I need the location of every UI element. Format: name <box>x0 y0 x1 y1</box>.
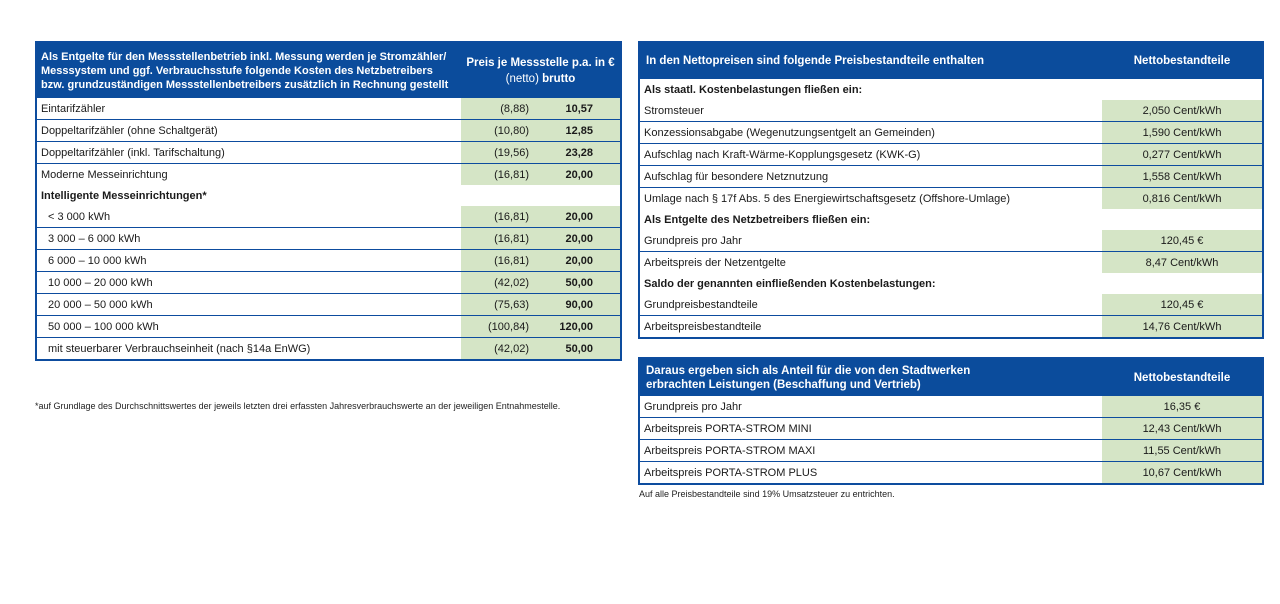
table-row <box>639 462 1263 485</box>
gross-price: 50,00 <box>535 272 621 294</box>
net-price: (10,80) <box>461 120 535 142</box>
gross-price: 10,57 <box>535 98 621 120</box>
table-row <box>36 120 621 142</box>
net-price: (16,81) <box>461 250 535 272</box>
table-row <box>639 188 1263 210</box>
section-label: Als staatl. Kostenbelastungen fließen ein: <box>644 83 863 96</box>
net-price: (8,88) <box>461 98 535 120</box>
header-line: erbrachten Leistungen (Beschaffung und Vertrieb) <box>646 378 921 391</box>
table-row <box>639 144 1263 166</box>
meter-type-label: 20 000 – 50 000 kWh <box>36 294 461 316</box>
table-row <box>36 316 621 338</box>
table-row <box>639 440 1263 462</box>
meter-type-label: 6 000 – 10 000 kWh <box>36 250 461 272</box>
gross-price: 120,00 <box>535 316 621 338</box>
component-value: 1,590 Cent/kWh <box>1102 122 1263 144</box>
network-operator-section <box>639 209 1263 230</box>
smart-meter-footnote: *auf Grundlage des Durchschnittswertes der jeweils letzten drei erfassten Jahresverbrauchswerte an der jeweiligen Entnahmestelle. <box>35 401 561 411</box>
vat-footnote: Auf alle Preisbestandteile sind 19% Umsatzsteuer zu entrichten. <box>639 489 895 499</box>
net-price: (42,02) <box>461 272 535 294</box>
net-price: (75,63) <box>461 294 535 316</box>
net-price: (42,02) <box>461 338 535 361</box>
header-line: Messsystem und ggf. Verbrauchsstufe folgende Kosten des Netzbetreibers <box>41 64 433 77</box>
component-label: Stromsteuer <box>639 100 1102 122</box>
component-label: Arbeitspreis PORTA-STROM MINI <box>639 418 1102 440</box>
table-row <box>36 250 621 272</box>
net-price: (19,56) <box>461 142 535 164</box>
gross-price: 20,00 <box>535 164 621 186</box>
table-row <box>36 142 621 164</box>
section-label: Intelligente Messeinrichtungen* <box>41 189 207 202</box>
smart-meter-section <box>36 185 621 206</box>
net-components-column-title: Nettobestandteile <box>1102 42 1263 79</box>
table-row <box>36 164 621 186</box>
component-label: Aufschlag für besondere Netznutzung <box>639 166 1102 188</box>
table-row <box>639 166 1263 188</box>
table-row <box>639 418 1263 440</box>
table-row <box>36 228 621 250</box>
meter-type-label: Doppeltarifzähler (inkl. Tarifschaltung) <box>36 142 461 164</box>
gross-price: 23,28 <box>535 142 621 164</box>
table-row <box>36 294 621 316</box>
utility-share-title <box>639 358 1102 396</box>
component-label: Umlage nach § 17f Abs. 5 des Energiewirtschaftsgesetz (Offshore-Umlage) <box>644 192 1011 205</box>
table-row <box>639 100 1263 122</box>
meter-type-label: 3 000 – 6 000 kWh <box>36 228 461 250</box>
net-components-title: In den Nettopreisen sind folgende Preisbestandteile enthalten <box>639 42 1102 79</box>
measurement-fees-table <box>35 41 622 361</box>
net-price-components-header <box>639 42 1263 79</box>
section-label: Als Entgelte des Netzbetreibers fließen ein: <box>644 213 871 226</box>
component-label: Arbeitspreisbestandteile <box>644 320 762 333</box>
component-value: 0,277 Cent/kWh <box>1102 144 1263 166</box>
utility-share-table <box>638 357 1264 485</box>
component-label: Grundpreisbestandteile <box>639 294 1102 316</box>
gross-price: 12,85 <box>535 120 621 142</box>
balance-section <box>639 273 1263 294</box>
meter-type-label: < 3 000 kWh <box>36 206 461 228</box>
meter-type-label: 10 000 – 20 000 kWh <box>36 272 461 294</box>
header-line: Daraus ergeben sich als Anteil für die von den Stadtwerken <box>646 364 971 377</box>
component-label: Arbeitspreis der Netzentgelte <box>644 256 786 269</box>
gross-price: 90,00 <box>535 294 621 316</box>
table-row <box>36 98 621 120</box>
net-price: (16,81) <box>461 164 535 186</box>
table-row <box>639 230 1263 252</box>
table-row <box>639 396 1263 418</box>
table-row <box>639 316 1263 339</box>
component-label: Grundpreis pro Jahr <box>639 230 1102 252</box>
component-label: Konzessionsabgabe (Wegenutzungsentgelt an Gemeinden) <box>639 122 1102 144</box>
government-charges-section <box>639 79 1263 100</box>
table-row <box>639 252 1263 274</box>
meter-type-label: Moderne Messeinrichtung <box>41 168 168 181</box>
utility-share-column-title: Nettobestandteile <box>1102 358 1263 396</box>
net-price-components-table <box>638 41 1264 339</box>
component-label: Arbeitspreis PORTA-STROM MAXI <box>639 440 1102 462</box>
table-row <box>36 206 621 228</box>
component-value: 8,47 Cent/kWh <box>1102 252 1263 274</box>
component-label: Arbeitspreis PORTA-STROM PLUS <box>644 466 818 479</box>
meter-type-label: 50 000 – 100 000 kWh <box>36 316 461 338</box>
component-value: 10,67 Cent/kWh <box>1102 462 1263 485</box>
component-value: 120,45 € <box>1102 230 1263 252</box>
component-value: 0,816 Cent/kWh <box>1102 188 1263 210</box>
header-line: bzw. grundzuständigen Messstellenbetreibers zusätzlich in Rechnung gestellt <box>41 78 449 91</box>
component-value: 12,43 Cent/kWh <box>1102 418 1263 440</box>
component-value: 1,558 Cent/kWh <box>1102 166 1263 188</box>
table-row <box>639 122 1263 144</box>
gross-price: 50,00 <box>535 338 621 361</box>
gross-price: 20,00 <box>535 228 621 250</box>
table-row <box>36 272 621 294</box>
measurement-fees-description <box>36 42 461 98</box>
component-value: 16,35 € <box>1102 396 1263 418</box>
price-header-brutto: brutto <box>542 72 576 85</box>
measurement-fees-header <box>36 42 621 98</box>
price-per-meter-header <box>461 42 621 98</box>
price-header-title: Preis je Messstelle p.a. in € <box>466 56 615 69</box>
section-label: Saldo der genannten einfließenden Kostenbelastungen: <box>644 277 936 290</box>
meter-type-label: Doppeltarifzähler (ohne Schaltgerät) <box>36 120 461 142</box>
utility-share-header <box>639 358 1263 396</box>
component-label: Grundpreis pro Jahr <box>639 396 1102 418</box>
component-value: 11,55 Cent/kWh <box>1102 440 1263 462</box>
meter-type-label: mit steuerbarer Verbrauchseinheit (nach §14a EnWG) <box>48 342 311 355</box>
table-row <box>36 338 621 361</box>
component-value: 2,050 Cent/kWh <box>1102 100 1263 122</box>
gross-price: 20,00 <box>535 206 621 228</box>
table-row <box>639 294 1263 316</box>
gross-price: 20,00 <box>535 250 621 272</box>
component-label: Aufschlag nach Kraft-Wärme-Kopplungsgesetz (KWK-G) <box>639 144 1102 166</box>
net-price: (100,84) <box>461 316 535 338</box>
price-header-netto: (netto) <box>505 72 539 85</box>
component-value: 14,76 Cent/kWh <box>1102 316 1263 339</box>
net-price: (16,81) <box>461 206 535 228</box>
meter-type-label: Eintarifzähler <box>36 98 461 120</box>
net-price: (16,81) <box>461 228 535 250</box>
header-line: Als Entgelte für den Messstellenbetrieb inkl. Messung werden je Stromzähler/ <box>41 50 447 63</box>
component-value: 120,45 € <box>1102 294 1263 316</box>
